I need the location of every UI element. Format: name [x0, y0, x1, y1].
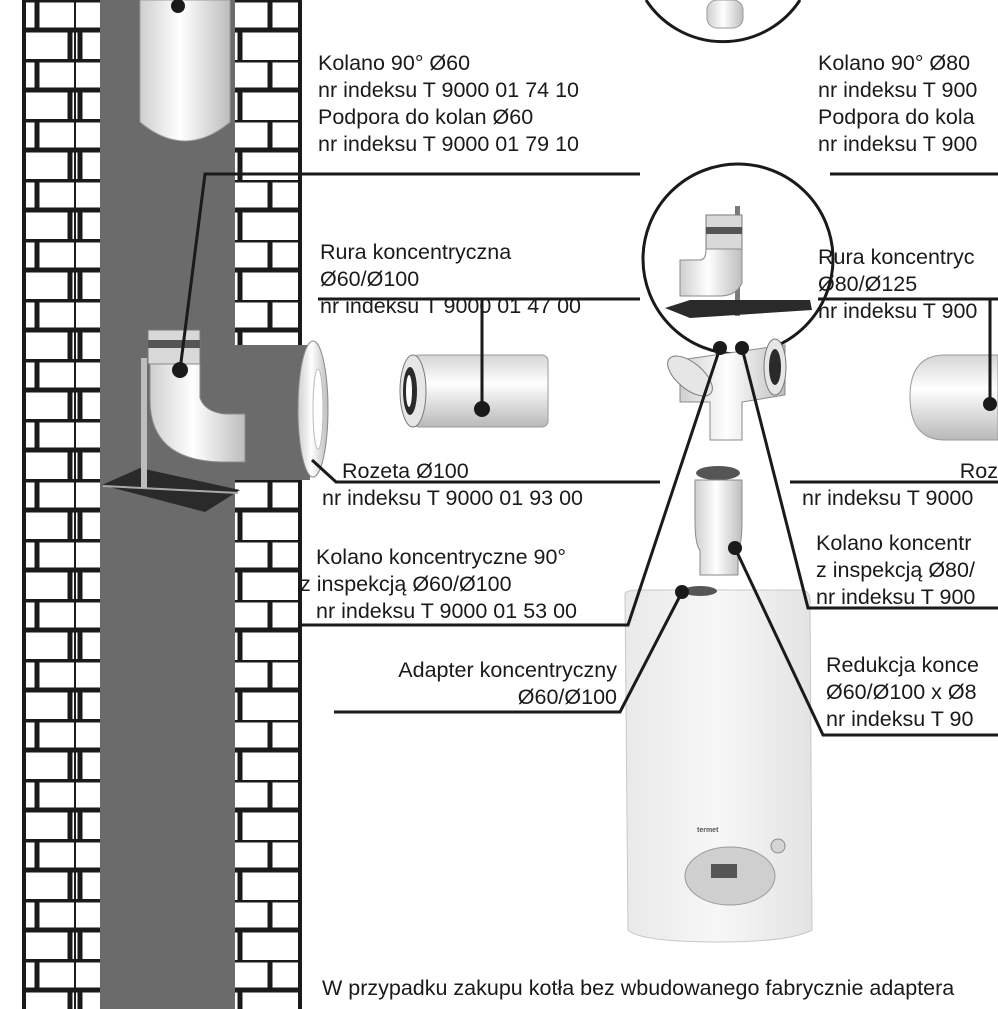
label-elbow-80-line4: nr indeksu T 900: [818, 132, 978, 156]
label-pipe-80-line3: nr indeksu T 900: [818, 299, 978, 323]
label-elbow-60-line2: nr indeksu T 9000 01 74 10: [318, 78, 579, 102]
label-pipe-80-line1: Rura koncentryc: [818, 245, 975, 269]
label-pipe-80: [818, 244, 977, 325]
concentric-elbow-inspection: [661, 339, 786, 440]
brick-wall-right-lower: [235, 480, 300, 1009]
label-elbow-inspection-80-line1: Kolano koncentr: [816, 531, 972, 555]
label-elbow-80-line1: Kolano 90° Ø80: [818, 51, 971, 75]
boiler: [625, 585, 812, 942]
label-rosette-100: [322, 458, 583, 512]
elbow-60-detail-circle: [643, 164, 833, 354]
label-pipe-80-line2: Ø80/Ø125: [818, 272, 918, 296]
label-elbow-inspection-60-line1: Kolano koncentryczne 90°: [316, 545, 567, 569]
top-detail-circle: [646, 0, 800, 42]
label-reduction-line3: nr indeksu T 90: [826, 707, 974, 731]
label-pipe-60: [320, 239, 581, 320]
label-elbow-60-line4: nr indeksu T 9000 01 79 10: [318, 132, 579, 156]
label-elbow-60: [318, 50, 579, 158]
label-adapter-line2: Ø60/Ø100: [517, 685, 617, 709]
label-elbow-80-line2: nr indeksu T 900: [818, 78, 978, 102]
label-elbow-60-line3: Podpora do kolan Ø60: [318, 105, 534, 129]
label-elbow-inspection-60-line3: nr indeksu T 9000 01 53 00: [316, 599, 577, 623]
label-reduction-line1: Redukcja konce: [826, 653, 979, 677]
boiler-brand: termet: [697, 827, 719, 834]
label-rosette-right-line2: nr indeksu T 9000: [802, 486, 974, 510]
label-elbow-inspection-80-line3: nr indeksu T 900: [816, 585, 976, 609]
label-reduction-line2: Ø60/Ø100 x Ø8: [826, 680, 977, 704]
label-pipe-60-line2: Ø60/Ø100: [320, 267, 420, 291]
label-pipe-60-line3: nr indeksu T 9000 01 47 00: [320, 294, 581, 318]
label-reduction: [826, 652, 979, 733]
label-elbow-60-line1: Kolano 90° Ø60: [318, 51, 471, 75]
label-rosette-right-line1: Roz: [959, 459, 998, 483]
label-elbow-inspection-80: [816, 530, 975, 611]
label-elbow-80: [818, 50, 977, 158]
label-elbow-inspection-60: [300, 544, 577, 625]
label-rosette-right: [790, 458, 998, 512]
label-elbow-80-line3: Podpora do kola: [818, 105, 975, 129]
label-adapter: [330, 657, 617, 711]
brick-wall-left: [24, 0, 100, 1009]
label-rosette-100-line1: Rozeta Ø100: [342, 459, 469, 483]
label-elbow-inspection-60-line2: z inspekcją Ø60/Ø100: [300, 572, 512, 596]
label-pipe-60-line1: Rura koncentryczna: [320, 240, 512, 264]
reduction-60-100: [695, 466, 742, 575]
footer-note: W przypadku zakupu kotła bez wbudowanego fabrycznie adaptera: [322, 976, 955, 1000]
label-rosette-100-line2: nr indeksu T 9000 01 93 00: [322, 486, 583, 510]
vertical-flue-pipe: [140, 0, 230, 141]
label-adapter-line1: Adapter koncentryczny: [398, 658, 617, 682]
concentric-pipe-60-100: [400, 355, 548, 427]
label-elbow-inspection-80-line2: z inspekcją Ø80/: [816, 558, 975, 582]
concentric-pipe-80-125: [910, 355, 998, 440]
